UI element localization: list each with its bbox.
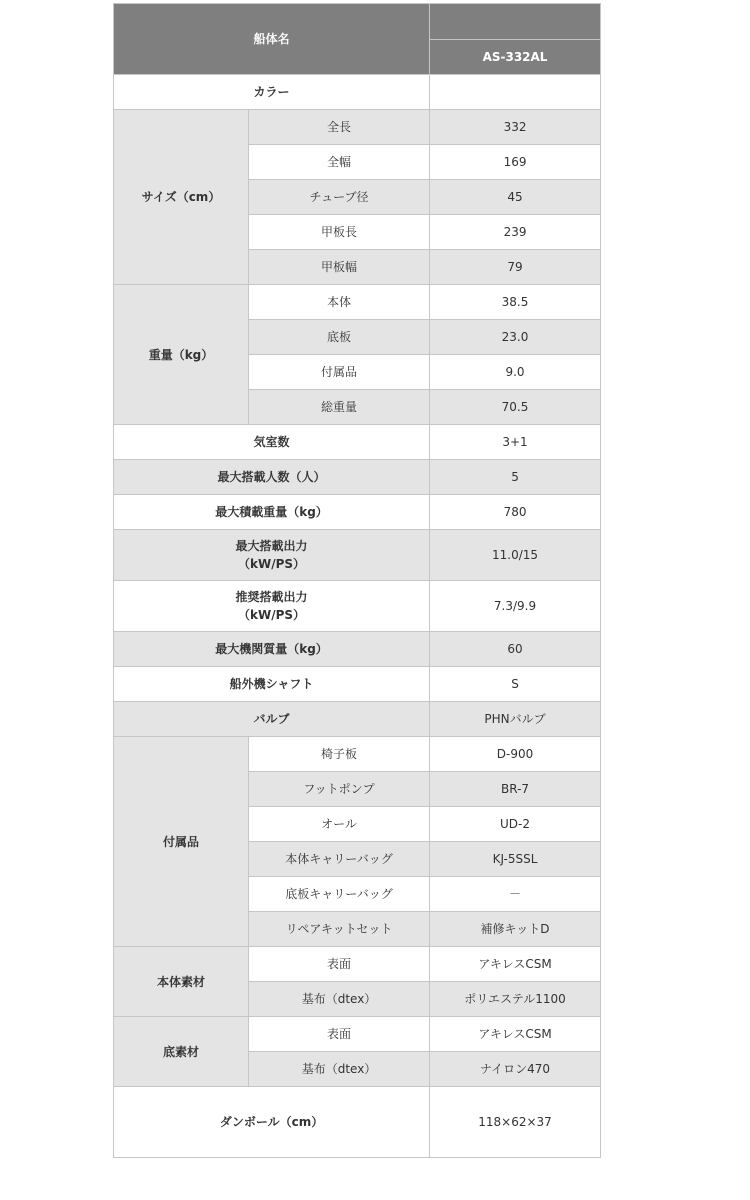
accessory-sub-label: オール [249, 807, 430, 842]
size-value: 239 [430, 215, 601, 250]
max-output-row [114, 530, 601, 581]
color-value [430, 75, 601, 110]
cardboard-row [114, 1087, 601, 1158]
accessory-sub-label: リペアキットセット [249, 912, 430, 947]
accessory-sub-label: 本体キャリーバッグ [249, 842, 430, 877]
size-sub-label: 甲板長 [249, 215, 430, 250]
accessory-row [114, 737, 601, 772]
body-material-row [114, 947, 601, 982]
rec-output-label-line1: 推奨搭載出力 [235, 590, 308, 604]
size-sub-label: 全長 [249, 110, 430, 145]
max-load-value: 780 [430, 495, 601, 530]
weight-sub-label: 底板 [249, 320, 430, 355]
size-value: 169 [430, 145, 601, 180]
size-sub-label: チューブ径 [249, 180, 430, 215]
weight-value: 23.0 [430, 320, 601, 355]
boat-name-header: 船体名 [114, 4, 430, 75]
size-value: 45 [430, 180, 601, 215]
spec-table [113, 3, 601, 1158]
size-sub-label: 甲板幅 [249, 250, 430, 285]
rec-output-label-line2: （kW/PS） [237, 608, 306, 622]
header-blank-cell [430, 4, 601, 40]
floor-material-group-label: 底素材 [114, 1017, 249, 1087]
body-material-value: ポリエステル1100 [430, 982, 601, 1017]
weight-sub-label: 本体 [249, 285, 430, 320]
max-load-label: 最大積載重量（kg） [114, 495, 430, 530]
floor-material-sub-label: 基布（dtex） [249, 1052, 430, 1087]
cardboard-label: ダンボール（cm） [114, 1087, 430, 1158]
accessory-value: KJ-5SSL [430, 842, 601, 877]
capacity-label: 最大搭載人数（人） [114, 460, 430, 495]
valve-value: PHNバルブ [430, 702, 601, 737]
max-load-row [114, 495, 601, 530]
engine-weight-value: 60 [430, 632, 601, 667]
weight-group-label: 重量（kg） [114, 285, 249, 425]
weight-value: 70.5 [430, 390, 601, 425]
size-value: 79 [430, 250, 601, 285]
capacity-value: 5 [430, 460, 601, 495]
chamber-label: 気室数 [114, 425, 430, 460]
shaft-value: S [430, 667, 601, 702]
size-value: 332 [430, 110, 601, 145]
accessory-value: － [430, 877, 601, 912]
shaft-label: 船外機シャフト [114, 667, 430, 702]
size-group-label: サイズ（cm） [114, 110, 249, 285]
color-label: カラー [114, 75, 430, 110]
valve-label: バルブ [114, 702, 430, 737]
capacity-row [114, 460, 601, 495]
body-material-sub-label: 表面 [249, 947, 430, 982]
chamber-value: 3+1 [430, 425, 601, 460]
accessory-value: D-900 [430, 737, 601, 772]
body-material-group-label: 本体素材 [114, 947, 249, 1017]
accessory-sub-label: 椅子板 [249, 737, 430, 772]
floor-material-value: アキレスCSM [430, 1017, 601, 1052]
size-sub-label: 全幅 [249, 145, 430, 180]
size-row [114, 110, 601, 145]
shaft-row [114, 667, 601, 702]
header-row [114, 4, 601, 40]
color-row [114, 75, 601, 110]
accessory-sub-label: フットポンプ [249, 772, 430, 807]
weight-sub-label: 総重量 [249, 390, 430, 425]
max-output-value: 11.0/15 [430, 530, 601, 581]
weight-sub-label: 付属品 [249, 355, 430, 390]
max-output-label-line2: （kW/PS） [237, 557, 306, 571]
valve-row [114, 702, 601, 737]
accessory-value: 補修キットD [430, 912, 601, 947]
weight-value: 9.0 [430, 355, 601, 390]
cardboard-value: 118×62×37 [430, 1087, 601, 1158]
chamber-row [114, 425, 601, 460]
floor-material-row [114, 1017, 601, 1052]
model-header: AS-332AL [430, 40, 601, 75]
body-material-sub-label: 基布（dtex） [249, 982, 430, 1017]
floor-material-value: ナイロン470 [430, 1052, 601, 1087]
body-material-value: アキレスCSM [430, 947, 601, 982]
rec-output-value: 7.3/9.9 [430, 581, 601, 632]
weight-value: 38.5 [430, 285, 601, 320]
max-output-label-line1: 最大搭載出力 [235, 539, 308, 553]
rec-output-row [114, 581, 601, 632]
accessory-sub-label: 底板キャリーバッグ [249, 877, 430, 912]
engine-weight-row [114, 632, 601, 667]
max-output-label [114, 530, 430, 581]
accessory-value: BR-7 [430, 772, 601, 807]
accessories-group-label: 付属品 [114, 737, 249, 947]
floor-material-sub-label: 表面 [249, 1017, 430, 1052]
rec-output-label [114, 581, 430, 632]
weight-row [114, 285, 601, 320]
accessory-value: UD-2 [430, 807, 601, 842]
engine-weight-label: 最大機関質量（kg） [114, 632, 430, 667]
